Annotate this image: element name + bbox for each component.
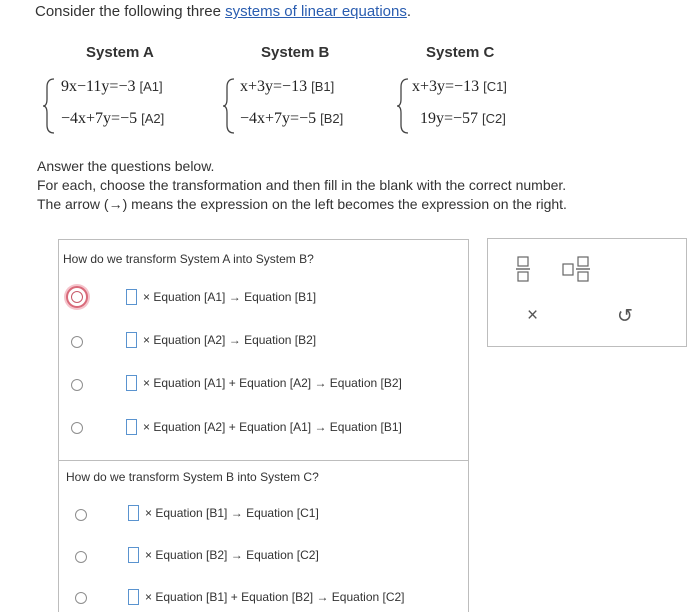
q1-option1-input[interactable] [126, 289, 137, 305]
system-b-brace [222, 77, 236, 135]
q1-option1: × Equation [A1] → Equation [B1] [126, 289, 316, 305]
q2-option1-radio[interactable] [75, 509, 87, 521]
q2-option2-radio[interactable] [75, 551, 87, 563]
question-divider [58, 460, 468, 461]
q2-option3-input[interactable] [128, 589, 139, 605]
q1-option3-input[interactable] [126, 375, 137, 391]
equation-b1: x+3y=−13 [B1] [240, 78, 335, 95]
instructions-line1: Answer the questions below. [37, 158, 215, 174]
equation-a2: −4x+7y=−5 [A2] [61, 110, 165, 127]
q2-option1-input[interactable] [128, 505, 139, 521]
q2-option1: × Equation [B1] → Equation [C1] [128, 505, 319, 521]
system-a-title: System A [86, 44, 154, 61]
arrow-symbol: → [108, 196, 123, 212]
equation-a1: 9x−11y=−3 [A1] [61, 78, 163, 95]
q1-option4-input[interactable] [126, 419, 137, 435]
q1-option1-radio[interactable] [66, 286, 88, 308]
fraction-icon[interactable] [515, 256, 531, 282]
q1-option2-radio[interactable] [71, 336, 83, 348]
math-toolbar [487, 238, 687, 347]
system-c-brace [396, 77, 410, 135]
q1-option2: × Equation [A2] → Equation [B2] [126, 332, 316, 348]
system-b-title: System B [261, 44, 330, 61]
clear-icon[interactable]: × [527, 305, 539, 326]
undo-icon[interactable]: ↺ [617, 306, 633, 327]
systems-link[interactable]: systems of linear equations [225, 3, 407, 20]
system-a-brace [42, 77, 56, 135]
q1-option3: × Equation [A1] + Equation [A2] → Equation [B2] [126, 375, 402, 391]
q1-option3-radio[interactable] [71, 379, 83, 391]
system-c-title: System C [426, 44, 495, 61]
q2-option2-input[interactable] [128, 547, 139, 563]
q1-option4-radio[interactable] [71, 422, 83, 434]
question2-prompt: How do we transform System B into System C? [66, 470, 319, 484]
mixed-number-icon[interactable] [562, 256, 590, 282]
q1-option4: × Equation [A2] + Equation [A1] → Equation [B1] [126, 419, 402, 435]
q2-option3-radio[interactable] [75, 592, 87, 604]
instructions-line2: For each, choose the transformation and then fill in the blank with the correct number. [37, 177, 567, 193]
equation-c2: 19y=−57 [C2] [420, 110, 506, 127]
question1-prompt: How do we transform System A into System B? [63, 252, 314, 266]
q2-option2: × Equation [B2] → Equation [C2] [128, 547, 319, 563]
instructions-line3: The arrow (→) means the expression on the left becomes the expression on the right. [37, 196, 567, 212]
intro-text: Consider the following three systems of linear equations. [35, 3, 412, 20]
q2-option3: × Equation [B1] + Equation [B2] → Equation [C2] [128, 589, 405, 605]
equation-b2: −4x+7y=−5 [B2] [240, 110, 344, 127]
q1-option2-input[interactable] [126, 332, 137, 348]
equation-c1: x+3y=−13 [C1] [412, 78, 507, 95]
